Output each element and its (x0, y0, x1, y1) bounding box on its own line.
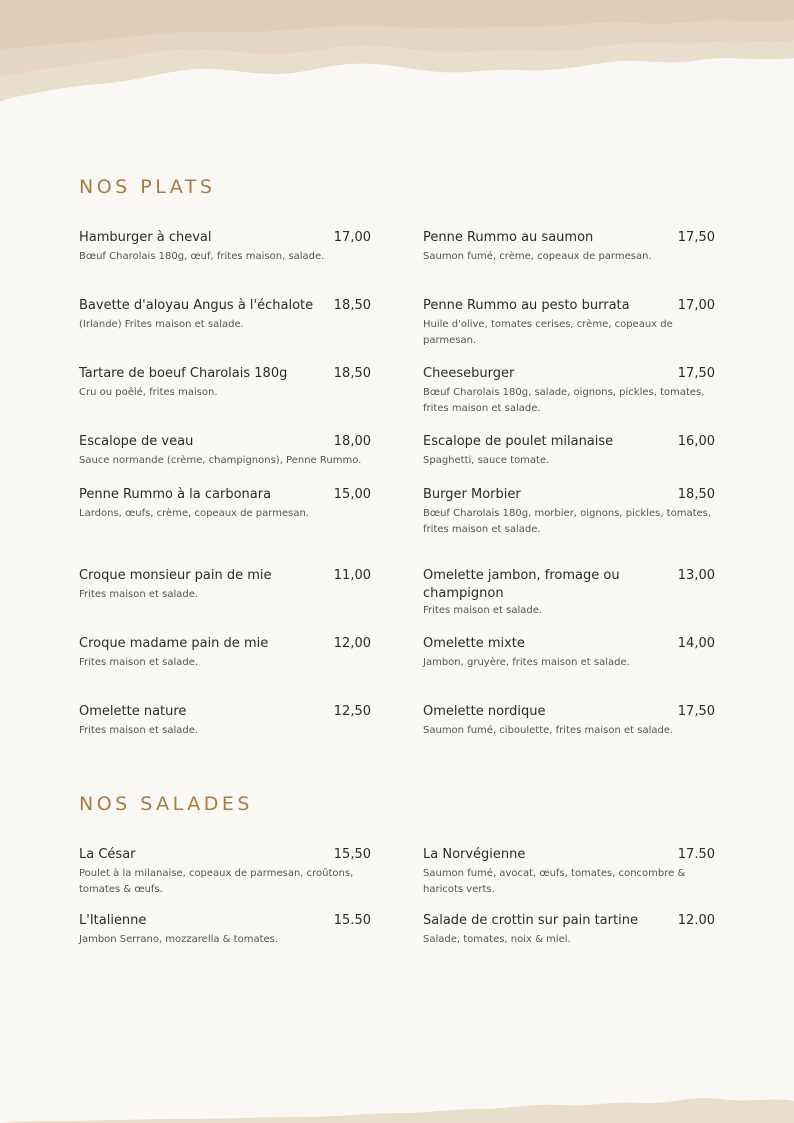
menu-item (423, 229, 715, 265)
menu-item (79, 635, 371, 671)
menu-item (79, 297, 371, 333)
item-price: 18,50 (333, 366, 371, 381)
item-price: 17,50 (677, 230, 715, 245)
menu-item (423, 703, 715, 739)
item-description: Poulet à la milanaise, copeaux de parmesan, croûtons, tomates & œufs. (79, 868, 354, 895)
menu-item (423, 846, 715, 897)
item-name: Omelette jambon, fromage ou champignon (423, 568, 620, 601)
item-price: 13,00 (677, 568, 715, 583)
item-name: Burger Morbier (423, 487, 521, 502)
menu-item (79, 846, 371, 897)
item-name: Escalope de veau (79, 434, 194, 449)
item-name: Tartare de boeuf Charolais 180g (79, 366, 288, 381)
item-description: Spaghetti, sauce tomate. (423, 455, 550, 466)
item-name: Bavette d'aloyau Angus à l'échalote (79, 298, 314, 313)
item-price: 17,50 (677, 704, 715, 719)
item-name: Cheeseburger (423, 366, 515, 381)
item-name: Omelette nature (79, 704, 187, 719)
item-description: Saumon fumé, ciboulette, frites maison et salade. (423, 725, 674, 736)
menu-item (79, 433, 371, 469)
menu-item (423, 635, 715, 671)
item-description: Saumon fumé, crème, copeaux de parmesan. (423, 251, 652, 262)
item-price: 15.50 (333, 913, 371, 928)
item-name: La César (79, 847, 136, 862)
menu-item (423, 567, 715, 619)
item-name: Penne Rummo au pesto burrata (423, 298, 630, 313)
item-description: Bœuf Charolais 180g, œuf, frites maison, salade. (79, 251, 325, 262)
item-price: 17,50 (677, 366, 715, 381)
torn-paper-bottom-decoration (0, 1083, 794, 1123)
menu-item (423, 365, 715, 416)
item-description: Frites maison et salade. (423, 605, 543, 616)
item-name: Omelette nordique (423, 704, 546, 719)
item-price: 18,50 (677, 487, 715, 502)
menu-item (423, 486, 715, 537)
item-name: Hamburger à cheval (79, 230, 212, 245)
menu-item (79, 365, 371, 401)
menu-item (423, 433, 715, 469)
item-description: Huile d'olive, tomates cerises, crème, copeaux de parmesan. (423, 319, 673, 346)
item-description: Sauce normande (crème, champignons), Penne Rummo. (79, 455, 362, 466)
item-name: Omelette mixte (423, 636, 525, 651)
section-title-plats: NOS PLATS (79, 176, 216, 198)
item-description: Cru ou poêlé, frites maison. (79, 387, 218, 398)
item-price: 11,00 (333, 568, 371, 583)
item-description: Bœuf Charolais 180g, salade, oignons, pickles, tomates, frites maison et salade. (423, 387, 705, 414)
item-description: Jambon Serrano, mozzarella & tomates. (79, 934, 279, 945)
menu-item (79, 703, 371, 739)
menu-item (79, 486, 371, 522)
item-price: 12,00 (333, 636, 371, 651)
item-price: 18,50 (333, 298, 371, 313)
section-title-salades: NOS SALADES (79, 793, 253, 815)
item-price: 12,50 (333, 704, 371, 719)
menu-item (79, 567, 371, 603)
item-description: Saumon fumé, avocat, œufs, tomates, concombre & haricots verts. (423, 868, 686, 895)
item-name: Salade de crottin sur pain tartine (423, 913, 638, 928)
item-description: Bœuf Charolais 180g, morbier, oignons, pickles, tomates, frites maison et salade. (423, 508, 712, 535)
item-price: 12.00 (677, 913, 715, 928)
item-description: Frites maison et salade. (79, 657, 199, 668)
menu-item (79, 912, 371, 948)
item-description: Salade, tomates, noix & miel. (423, 934, 571, 945)
item-name: L'Italienne (79, 913, 147, 928)
item-price: 15,50 (333, 847, 371, 862)
item-description: Jambon, gruyère, frites maison et salade. (423, 657, 630, 668)
item-name: Croque monsieur pain de mie (79, 568, 272, 583)
item-name: Penne Rummo au saumon (423, 230, 594, 245)
item-price: 18,00 (333, 434, 371, 449)
item-description: Frites maison et salade. (79, 589, 199, 600)
item-name: Croque madame pain de mie (79, 636, 269, 651)
item-description: (Irlande) Frites maison et salade. (79, 319, 244, 330)
item-name: La Norvégienne (423, 847, 526, 862)
item-price: 17.50 (677, 847, 715, 862)
item-price: 16,00 (677, 434, 715, 449)
item-name: Escalope de poulet milanaise (423, 434, 614, 449)
item-description: Lardons, œufs, crème, copeaux de parmesan. (79, 508, 309, 519)
menu-item (423, 297, 715, 348)
item-price: 14,00 (677, 636, 715, 651)
item-description: Frites maison et salade. (79, 725, 199, 736)
menu-item (423, 912, 715, 948)
menu-item (79, 229, 371, 265)
item-price: 15,00 (333, 487, 371, 502)
item-price: 17,00 (677, 298, 715, 313)
item-name: Penne Rummo à la carbonara (79, 487, 272, 502)
item-price: 17,00 (333, 230, 371, 245)
torn-paper-top-decoration (0, 0, 794, 110)
